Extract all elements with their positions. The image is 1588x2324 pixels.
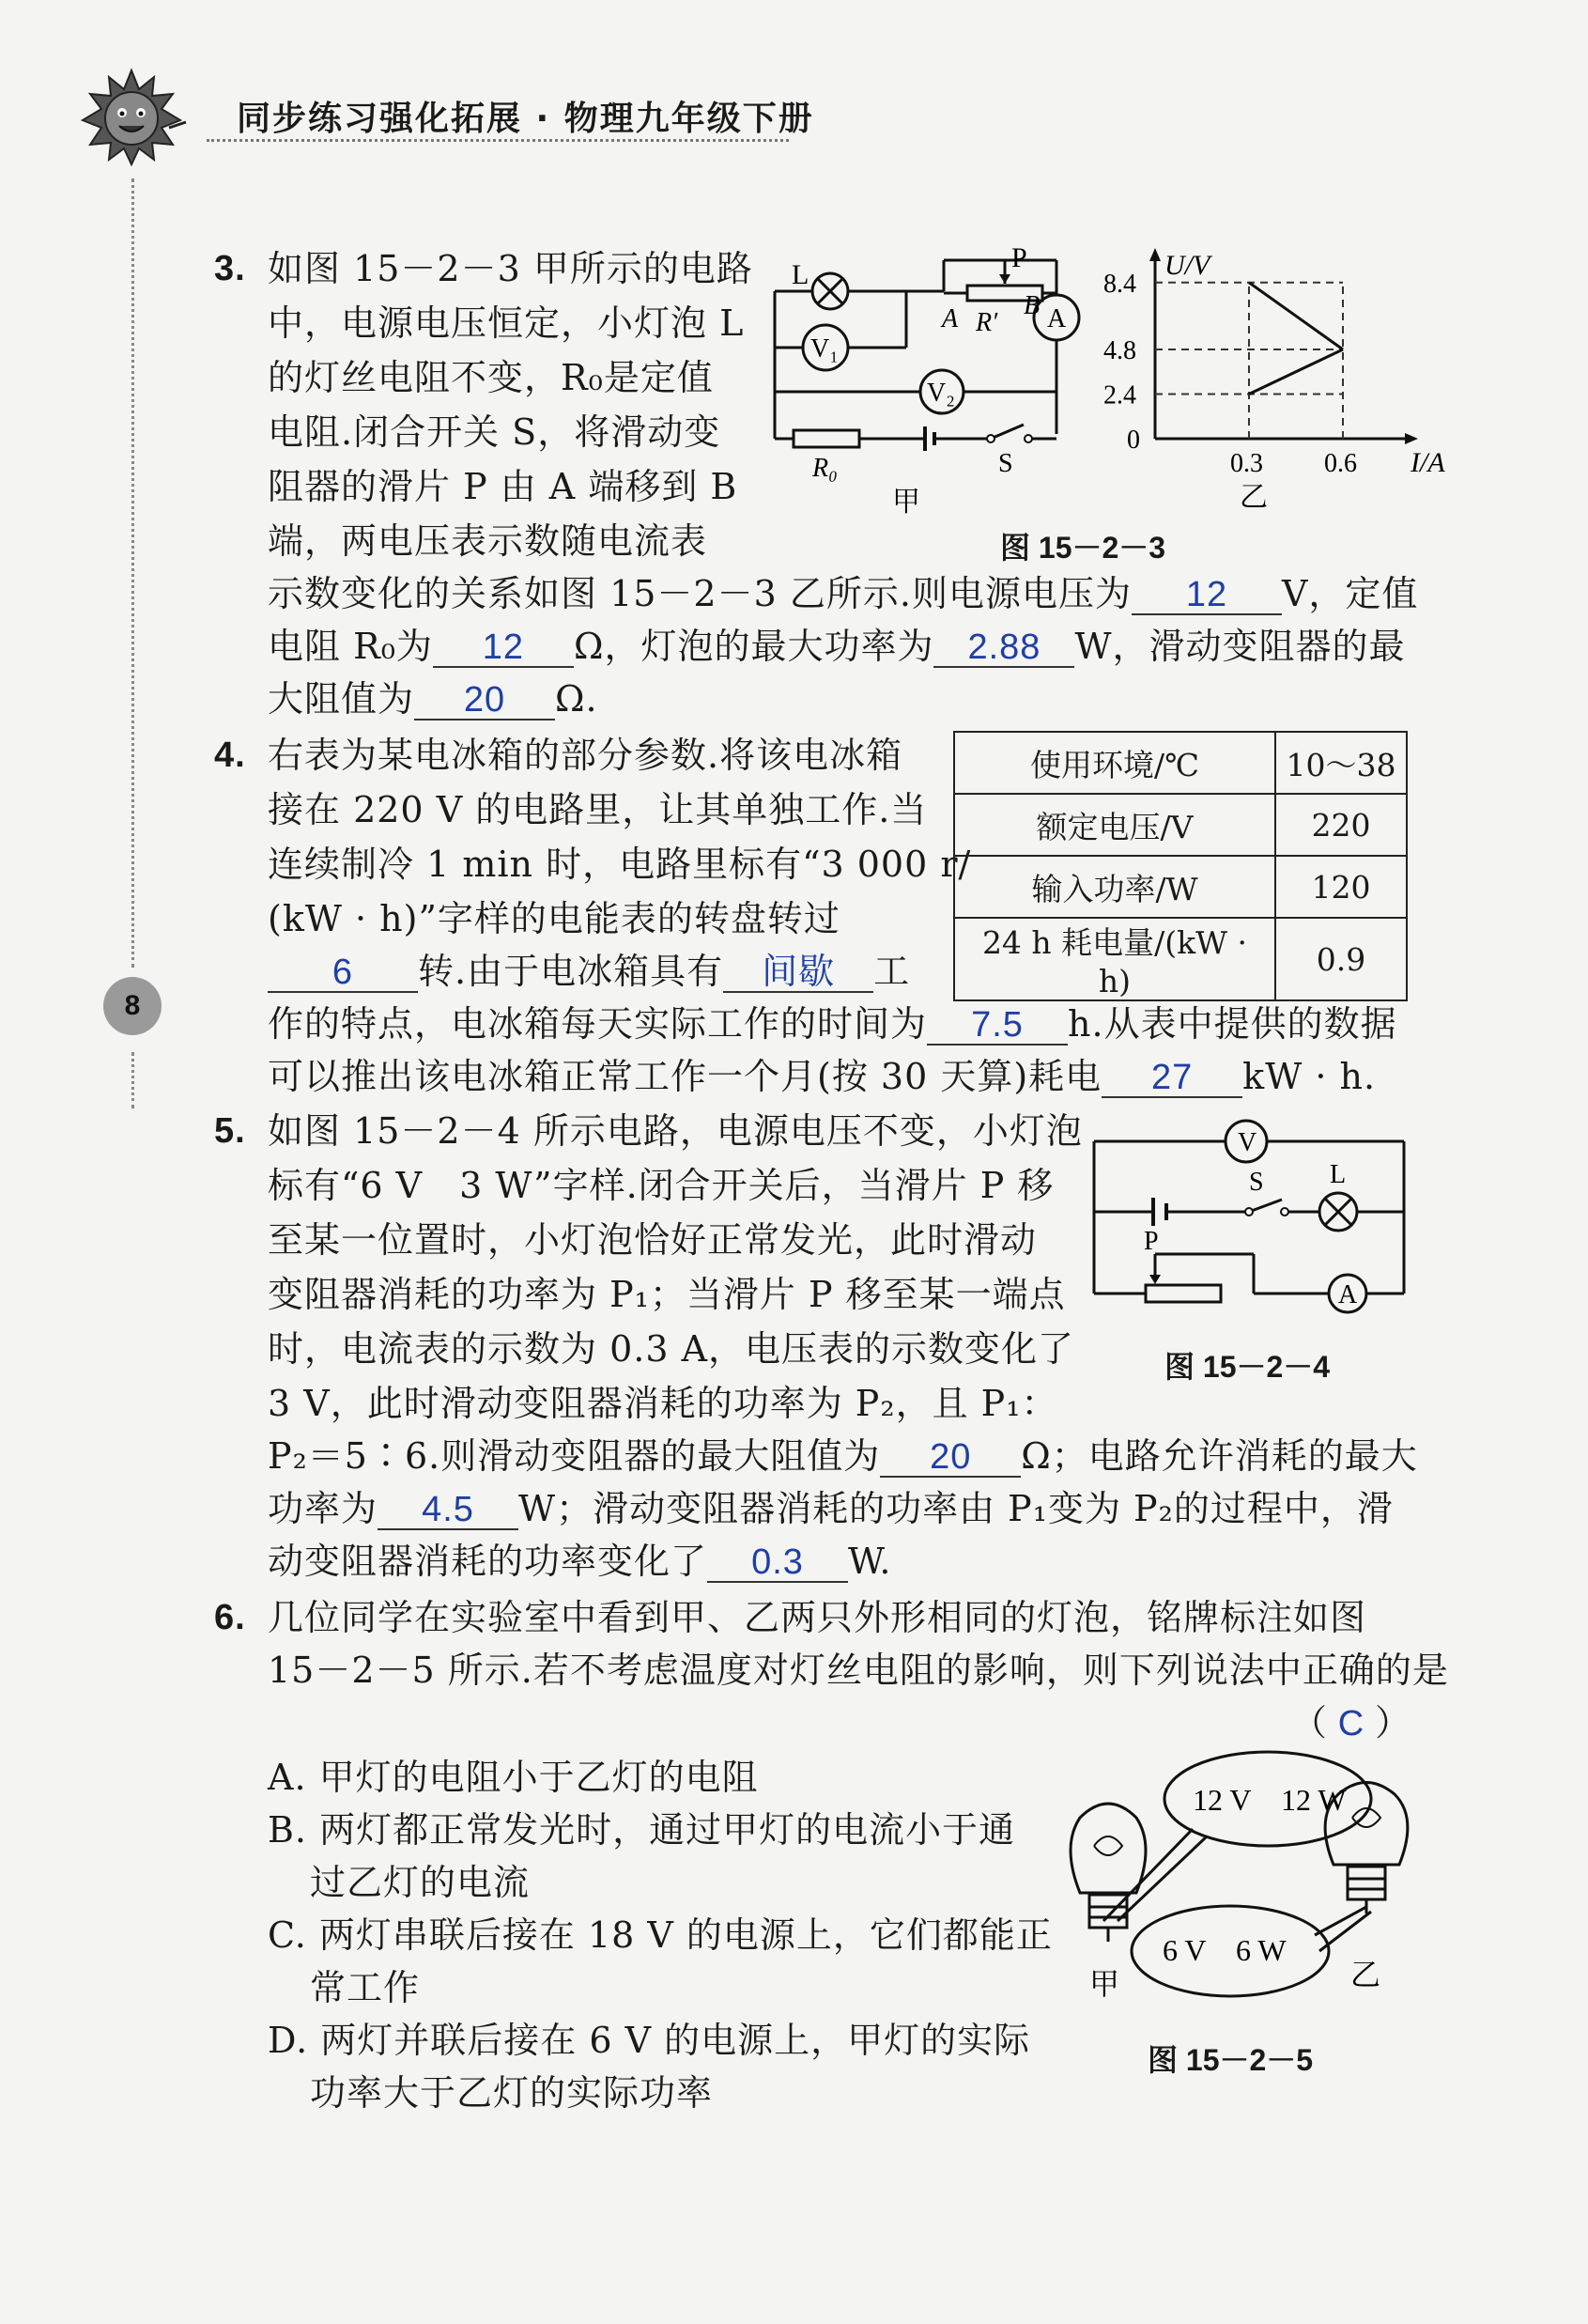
q6-number: 6. [214,1598,246,1637]
table-row: 24 h 耗电量/(kW · h) 0.9 [954,918,1407,1000]
q4-line-4: (kW · h)”字样的电能表的转盘转过 [268,898,840,939]
ammeter-icon: A [1338,1280,1358,1309]
q4-number: 4. [214,736,246,775]
label-Rprime: R′ [976,308,998,337]
bulbs-figure-15-2-5 [1052,1743,1427,2034]
q4-line-5: 6 转.由于电冰箱具有 间歇 工 [268,947,910,996]
label-R0: R₀ [812,454,838,483]
q3-line-9: 大阻值为 20 Ω. [268,678,598,720]
q3-line-2: 中，电源电压恒定，小灯泡 L [268,302,745,344]
label-S: S [1249,1168,1264,1197]
circuit-diagram-jia [765,246,1103,519]
label-B-end: B [1024,291,1041,320]
header-title: 同步练习强化拓展 · 物理九年级下册 [237,100,814,138]
origin-label: 0 [1127,426,1140,455]
label-S: S [998,449,1013,478]
q5-answer-rmax: 20 [880,1438,1021,1478]
q5-number: 5. [214,1111,246,1151]
q6-answer-bracket: （ C ） [1291,1698,1411,1748]
q6-option-d-1: D. 两灯并联后接在 6 V 的电源上，甲灯的实际 [268,2020,1031,2061]
q6-option-b-2: 过乙灯的电流 [310,1862,531,1903]
q6-line-2: 15－2－5 所示.若不考虑温度对灯丝电阻的影响，则下列说法中正确的是 [268,1650,1449,1691]
q4-answer-hours: 7.5 [927,1006,1068,1046]
figure-caption-15-2-5: 图 15－2－5 [1148,2043,1314,2077]
q3-line-5: 阻器的滑片 P 由 A 端移到 B [268,466,738,507]
q6-option-c-1: C. 两灯串联后接在 18 V 的电源上，它们都能正 [268,1914,1053,1956]
q4-line-7: 可以推出该电冰箱正常工作一个月(按 30 天算)耗电 27 kW · h. [268,1056,1377,1097]
label-jia: 甲 [1089,1967,1120,2001]
x-axis-arrow [1405,433,1418,444]
q5-line-5: 时，电流表的示数为 0.3 A，电压表的示数变化了 [268,1328,1075,1370]
q4-line-3: 连续制冷 1 min 时，电路里标有“3 000 r/ [268,844,972,885]
header-divider [207,139,789,142]
q5-line-8: 功率为 4.5 W；滑动变阻器消耗的功率由 P₁变为 P₂的过程中，滑 [268,1488,1394,1529]
ui-graph-yi [1089,246,1446,519]
q4-line-6: 作的特点，电冰箱每天实际工作的时间为 7.5 h.从表中提供的数据 [268,1003,1397,1045]
q6-option-c-2: 常工作 [310,1967,421,2008]
figure-caption-15-2-3: 图 15－2－3 [1000,531,1166,565]
voltmeter-v1-icon: V₁ [810,334,839,364]
q4-answer-monthly: 27 [1102,1059,1242,1098]
q3-answer-voltage: 12 [1132,576,1282,615]
y-tick-label: 4.8 [1103,336,1136,365]
table-row: 使用环境/℃ 10～38 [954,732,1407,794]
jia-bulb-rating: 12 V 12 W [1193,1783,1347,1817]
q3-line-1: 如图 15－2－3 甲所示的电路 [268,248,753,289]
y-tick-label: 2.4 [1103,380,1136,411]
q6-option-d-2: 功率大于乙灯的实际功率 [310,2072,714,2114]
sun-mascot-icon [75,66,188,169]
label-A-end: A [942,304,959,333]
label-L: L [1330,1160,1347,1189]
q3-number: 3. [214,249,246,288]
x-axis-label: I/A [1411,447,1445,478]
q4-line-2: 接在 220 V 的电路里，让其单独工作.当 [268,789,928,830]
label-L: L [792,259,809,290]
q5-line-1: 如图 15－2－4 所示电路，电源电压不变，小灯泡 [268,1110,1083,1152]
series-line-V1 [1249,349,1343,395]
x-tick-label: 0.3 [1230,449,1263,478]
q3-line-3: 的灯丝电阻不变，R₀是定值 [268,357,714,398]
label-yi: 乙 [1240,482,1268,513]
q5-line-6: 3 V，此时滑动变阻器消耗的功率为 P₂，且 P₁： [268,1383,1058,1424]
q6-line-1: 几位同学在实验室中看到甲、乙两只外形相同的灯泡，铭牌标注如图 [268,1597,1367,1638]
q3-answer-max-power: 2.88 [933,628,1074,668]
q5-answer-delta-p: 0.3 [707,1543,848,1583]
q4-answer-intermittent: 间歇 [723,953,873,993]
label-yi: 乙 [1350,1958,1381,1991]
label-P: P [1144,1227,1159,1256]
q5-line-4: 变阻器消耗的功率为 P₁；当滑片 P 移至某一端点 [268,1274,1066,1315]
yi-bulb-rating: 6 V 6 W [1163,1933,1287,1967]
label-jia: 甲 [892,487,920,518]
q6-option-b-1: B. 两灯都正常发光时，通过甲灯的电流小于通 [268,1809,1016,1851]
q4-answer-turns: 6 [268,953,418,993]
q3-answer-r0: 12 [433,628,574,668]
q5-line-7: P₂＝5∶6.则滑动变阻器的最大阻值为 20 Ω；电路允许消耗的最大 [268,1435,1418,1477]
page-number-badge: 8 [103,977,162,1035]
q6-option-a: A. 甲灯的电阻小于乙灯的电阻 [268,1757,759,1798]
q5-line-2: 标有“6 V 3 W”字样.闭合开关后，当滑片 P 移 [268,1165,1055,1206]
table-row: 额定电压/V 220 [954,794,1407,856]
y-axis-label: U/V [1164,250,1210,281]
q6-answer-choice: C [1337,1704,1365,1743]
ammeter-icon: A [1047,304,1067,333]
figure-caption-15-2-4: 图 15－2－4 [1164,1350,1331,1384]
q5-line-3: 至某一位置时，小灯泡恰好正常发光，此时滑动 [268,1219,1038,1261]
y-axis-arrow [1149,248,1161,261]
margin-dotted-line [131,178,134,968]
margin-dotted-line-lower [131,1052,134,1108]
q3-answer-rmax: 20 [414,681,555,720]
y-tick-label: 8.4 [1103,269,1136,299]
x-tick-label: 0.6 [1324,449,1357,478]
voltmeter-v2-icon: V₂ [927,379,955,408]
q3-line-7: 示数变化的关系如图 15－2－3 乙所示.则电源电压为 12 V，定值 [268,573,1419,614]
q3-line-6: 端，两电压表示数随电流表 [268,520,708,562]
series-line-V2 [1249,283,1343,349]
fridge-spec-table [953,731,1408,1001]
circuit-diagram-15-2-4 [1080,1113,1427,1320]
q3-line-4: 电阻.闭合开关 S，将滑动变 [268,411,721,453]
q3-line-8: 电阻 R₀为 12 Ω，灯泡的最大功率为 2.88 W，滑动变阻器的最 [268,626,1406,667]
label-P: P [1011,246,1027,273]
q4-line-1: 右表为某电冰箱的部分参数.将该电冰箱 [268,735,903,776]
q5-line-9: 动变阻器消耗的功率变化了 0.3 W. [268,1541,892,1582]
table-row: 输入功率/W 120 [954,856,1407,918]
voltmeter-icon: V [1238,1128,1257,1157]
q5-answer-pmax: 4.5 [378,1491,518,1530]
